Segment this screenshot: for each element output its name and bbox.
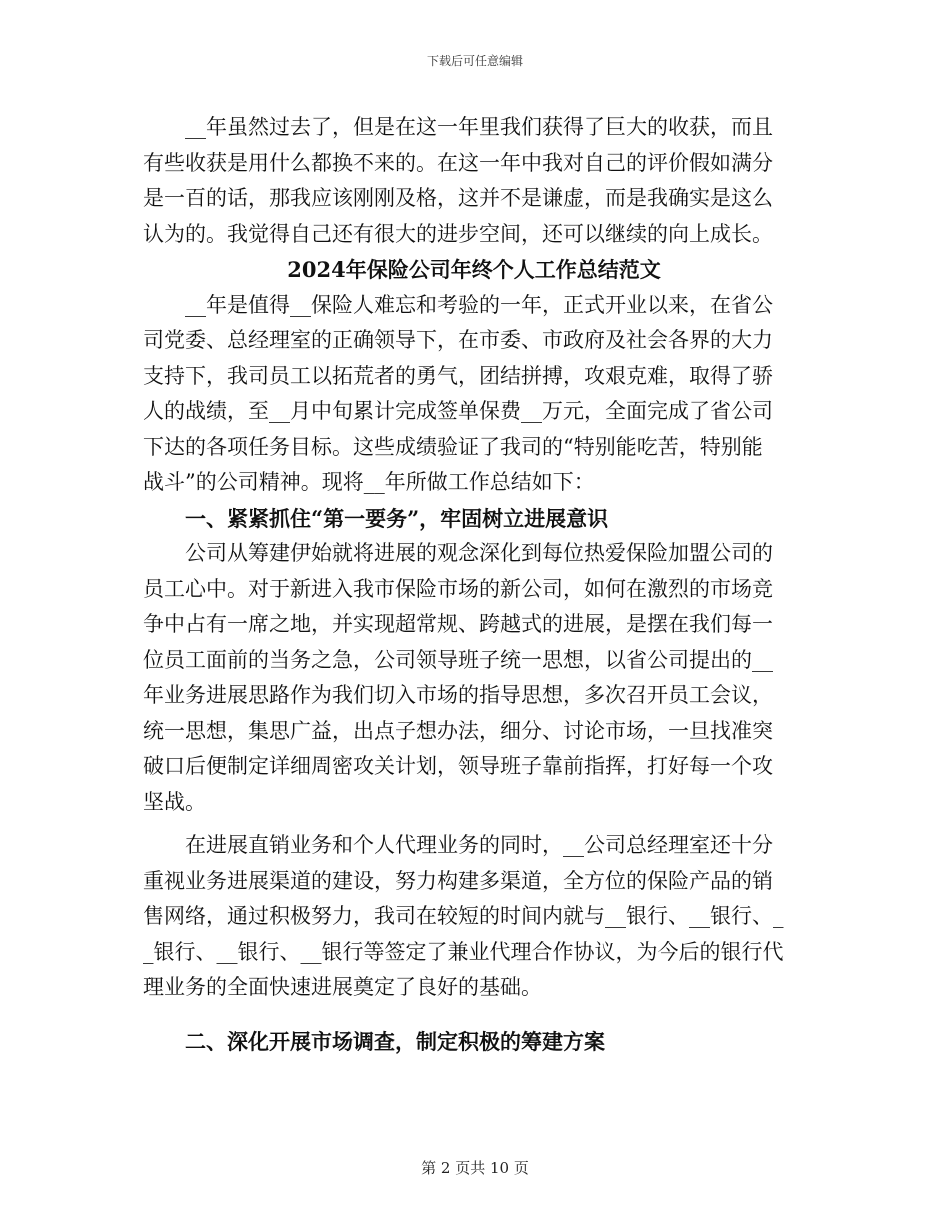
text-line: 位员工面前的当务之急，公司领导班子统一思想，以省公司提出的__	[143, 647, 773, 672]
text-line: 重视业务进展渠道的建设，努力构建多渠道，全方位的保险产品的销	[143, 868, 773, 893]
section-heading: 一、紧紧抓住“第一要务”，牢固树立进展意识	[185, 505, 609, 531]
text-line: 年业务进展思路作为我们切入市场的指导思想，多次召开员工会议，	[143, 683, 773, 707]
text-line: 有些收获是用什么都换不来的。在这一年中我对自己的评价假如满分	[143, 150, 773, 175]
text-line: 破口后便制定详细周密攻关计划，领导班子靠前指挥，打好每一个攻	[143, 754, 773, 778]
text-line: _银行、__银行、__银行等签定了兼业代理合作协议，为今后的银行代	[143, 939, 784, 964]
text-line: 下达的各项任务目标。这些成绩验证了我司的“特别能吃苦，特别能	[143, 434, 763, 459]
text-line: 售网络，通过积极努力，我司在较短的时间内就与__银行、__银行、_	[143, 904, 784, 928]
text-line: 坚战。	[143, 789, 206, 814]
paragraph-spacer	[143, 1006, 805, 1024]
page-header: 下载后可任意编辑	[426, 54, 523, 68]
text-line: 支持下，我司员工以拓荒者的勇气，团结拼搏，攻艰克难，取得了骄	[143, 363, 773, 388]
text-line: 认为的。我觉得自己还有很大的进步空间，还可以继续的向上成长。	[143, 221, 773, 246]
text-line: 司党委、总经理室的正确领导下，在市委、市政府及社会各界的大力	[143, 328, 773, 352]
text-line: 统一思想，集思广益，出点子想办法，细分、讨论市场，一旦找准突	[143, 718, 773, 743]
text-line: __年虽然过去了，但是在这一年里我们获得了巨大的收获，而且	[185, 115, 773, 139]
text-line: 公司从筹建伊始就将进展的观念深化到每位热爱保险加盟公司的	[185, 541, 773, 565]
document-body	[143, 110, 805, 1059]
text-line: 员工心中。对于新进入我市保险市场的新公司，如何在激烈的市场竞	[143, 576, 773, 601]
text-line: 在进展直销业务和个人代理业务的同时，__公司总经理室还十分	[185, 833, 773, 857]
paragraph	[143, 110, 805, 252]
text-line: 战斗”的公司精神。现将__年所做工作总结如下：	[143, 470, 595, 494]
text-line: 人的战绩，至__月中旬累计完成签单保费__万元，全面完成了省公司	[143, 399, 773, 423]
paragraph	[143, 288, 805, 501]
text-line: __年是值得__保险人难忘和考验的一年，正式开业以来，在省公	[185, 292, 773, 317]
page-footer: 第 2 页共 10 页	[421, 1159, 529, 1177]
text-line: 是一百的话，那我应该刚刚及格，这并不是谦虚，而是我确实是这么	[143, 186, 773, 210]
text-line: 争中占有一席之地，并实现超常规、跨越式的进展，是摆在我们每一	[143, 612, 773, 636]
paragraph-spacer	[143, 820, 805, 828]
paragraph	[143, 536, 805, 820]
section-heading: 二、深化开展市场调查，制定积极的筹建方案	[185, 1028, 605, 1054]
document-title: 2024年保险公司年终个人工作总结范文	[287, 257, 661, 282]
text-line: 理业务的全面快速进展奠定了良好的基础。	[143, 975, 542, 999]
paragraph	[143, 828, 805, 1006]
